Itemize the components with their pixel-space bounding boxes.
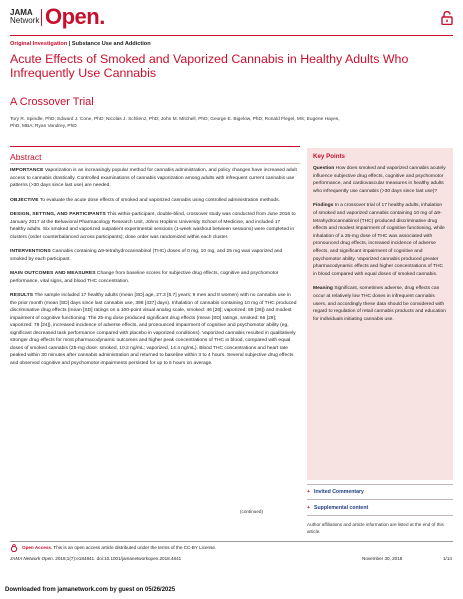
paragraph-label: INTERVENTIONS <box>10 249 51 254</box>
paragraph-text: Significant, sometimes adverse, drug effects can occur at relatively low THC doses in infrequent cannabis users, and accordingly these data should be considered with regard to regulation of retail cannabis products and education for individuals initiating cannabis use. <box>313 286 446 322</box>
section-label <box>10 41 151 48</box>
open-access-text: This is an open access article distributed under the terms of the CC-BY License. <box>53 545 217 550</box>
paragraph <box>10 167 297 190</box>
download-note: Downloaded from jamanetwork.com by guest on 05/26/2025 <box>5 587 176 593</box>
paragraph <box>10 248 297 263</box>
plus-icon: + <box>307 505 311 511</box>
paragraph <box>10 197 297 205</box>
citation: 2018;1(7):e184841. doi:10.1001/jamanetworkopen.2018.4841 <box>55 556 182 561</box>
key-points-heading: Key Points <box>313 153 345 160</box>
paragraph <box>313 165 447 195</box>
link-rule-3 <box>307 515 453 516</box>
abstract-heading-rule <box>10 163 300 164</box>
logo-network: Network <box>10 16 40 25</box>
paragraph-label: Meaning <box>313 286 333 292</box>
paragraph-text: In a crossover trial of 17 healthy adults, inhalation of smoked and vaporized cannabis containing 10 mg of Δ9-tetrahydrocannabinol (THC) produced discriminative drug effects and modest impairment of cognitive functioning, while inhalation of a 25-mg dose of THC was associated with pronounced drug effects, increased incidence of adverse effects, and significant impairment of cognitive and psychomotor ability. Vaporized cannabis produced greater pharmacodynamic effects and higher concentrations of THC in blood compared with equal doses of smoked cannabis. <box>313 203 445 277</box>
paragraph <box>313 202 447 278</box>
article-type[interactable]: Original Investigation <box>10 41 68 47</box>
article-subtitle: A Crossover Trial <box>10 96 94 108</box>
paragraph-label: DESIGN, SETTING, AND PARTICIPANTS <box>10 212 106 217</box>
header-rule <box>10 35 453 36</box>
journal-citation <box>10 556 181 561</box>
paragraph-label: IMPORTANCE <box>10 168 44 173</box>
plus-icon: + <box>307 489 311 495</box>
logo-jama: JAMA <box>10 8 33 17</box>
paragraph <box>10 270 297 285</box>
key-points-body <box>313 165 447 330</box>
open-access-note <box>22 545 216 551</box>
article-topic[interactable]: Substance Use and Addiction <box>71 41 151 47</box>
abstract-top-rule <box>10 146 300 147</box>
paragraph-text: Change from baseline scores for subjective drug effects, cognitive and psychomotor performance, vital signs, and blood THC concentration. <box>10 271 279 284</box>
supplemental-content-link[interactable] <box>307 505 368 512</box>
open-access-label[interactable]: Open Access. <box>22 545 53 550</box>
paragraph-text: The sample included 17 healthy adults (mean [SD] age, 27.3 [5.7] years; 9 men and 8 women) with no cannabis use in the prior month (mean [SD] days since last cannabis use, 398 [437] days). Inhalation of cannabis containing 10 mg of THC produced discriminative drug effects (mean [SD] ratings on a 100-point visual analog scale, smoked: 46 [26]; vaporized: 69 [26]) and modest impairment of cognitive functioning. The 25-mg dose produced significant drug effects (mean [SD] ratings, smoked: 66 [29]; vaporized: 78 [24]), increased incidence of adverse effects, and pronounced impairment of cognitive and psychomotor ability (eg, significant decreased task performance compared with placebo in vaporized conditions). Vaporized cannabis resulted in qualitatively stronger drug effects for most pharmacodynamic outcomes and higher peak concentrations of THC in blood, compared with equal doses of smoked cannabis (25-mg dose: smoked, 10.2 ng/mL; vaporized, 14.4 ng/mL). Blood THC concentrations and heart rate peaked within 30 minutes after cannabis administration and returned to baseline within 3 to 4 hours. Several subjective drug effects and observed cognitive and psychomotor impairments persisted for up to 6 hours on average. <box>10 293 297 366</box>
paragraph-label: Question <box>313 166 335 171</box>
paragraph-text: To evaluate the acute dose effects of smoked and vaporized cannabis using controlled administration methods. <box>39 197 280 203</box>
logo-open: Open. <box>45 4 105 29</box>
paragraph <box>10 211 297 241</box>
publication-date: November 30, 2018 <box>362 556 403 561</box>
continued-note: (continued) <box>240 509 263 514</box>
paragraph-text: This within-participant, double-blind, crossover study was conducted from June 2016 to January 2017 at the Behavioral Pharmacology Research Unit, Johns Hopkins University School of Medicine, and included 17 healthy adults. Six smoked and vaporized outpatient experimental sessions (1-week washout between sessions) were completed in clusters (order counterbalanced across participants); dose order was randomized within each cluster. <box>10 212 296 240</box>
abstract-heading: Abstract <box>10 152 42 162</box>
invited-commentary-label: Invited Commentary <box>314 489 364 495</box>
paragraph-text: Cannabis containing Δ9-tetrahydrocannabinol (THC) doses of 0 mg, 10 mg, and 25 mg was vaporized and smoked by each participant. <box>10 249 283 262</box>
logo-divider <box>41 9 42 26</box>
author-list: Tory R. Spindle, PhD; Edward J. Cone, PhD; Nicolas J. Schlienz, PhD; John M. Mitchell, PhD; George E. Bigelow, PhD; Ronald Flegel, MS; Eugene Hayes, PhD, MBA; Ryan Vandrey, PhD <box>10 117 340 129</box>
paragraph-text: How does smoked and vaporized cannabis acutely influence subjective drug effects, cognitive and psychomotor performance, and cardiovascular measures in healthy adults who infrequently use cannabis (>30 days since last use)? <box>313 166 446 194</box>
page-number: 1/14 <box>443 556 452 561</box>
link-rule-1 <box>307 484 453 485</box>
affiliations-note: Author affiliations and article information are listed at the end of this article. <box>307 522 444 534</box>
footer-rule <box>10 541 453 542</box>
paragraph-label: RESULTS <box>10 293 34 298</box>
paragraph <box>10 292 297 367</box>
link-rule-2 <box>307 499 453 500</box>
article-title: Acute Effects of Smoked and Vaporized Cannabis in Healthy Adults Who Infrequently Use Cannabis <box>10 52 409 80</box>
journal-name: JAMA Network Open. <box>10 556 54 561</box>
paragraph <box>313 285 447 323</box>
abstract-body <box>10 167 297 374</box>
lock-open-icon <box>441 11 453 25</box>
section-separator: | <box>67 41 72 47</box>
open-access-icon <box>10 544 18 552</box>
paragraph-label: Findings <box>313 203 334 209</box>
paragraph-text: Vaporization is an increasingly popular method for cannabis administration, and policy changes have increased adult access to cannabis drastically. Controlled examinations of cannabis vaporization among adults with infrequent current cannabis use patterns (>30 days since last use) are needed. <box>10 168 297 188</box>
supplemental-content-label: Supplemental content <box>314 505 369 511</box>
paragraph-label: MAIN OUTCOMES AND MEASURES <box>10 271 96 276</box>
paragraph-label: OBJECTIVE <box>10 197 39 203</box>
invited-commentary-link[interactable] <box>307 489 364 496</box>
